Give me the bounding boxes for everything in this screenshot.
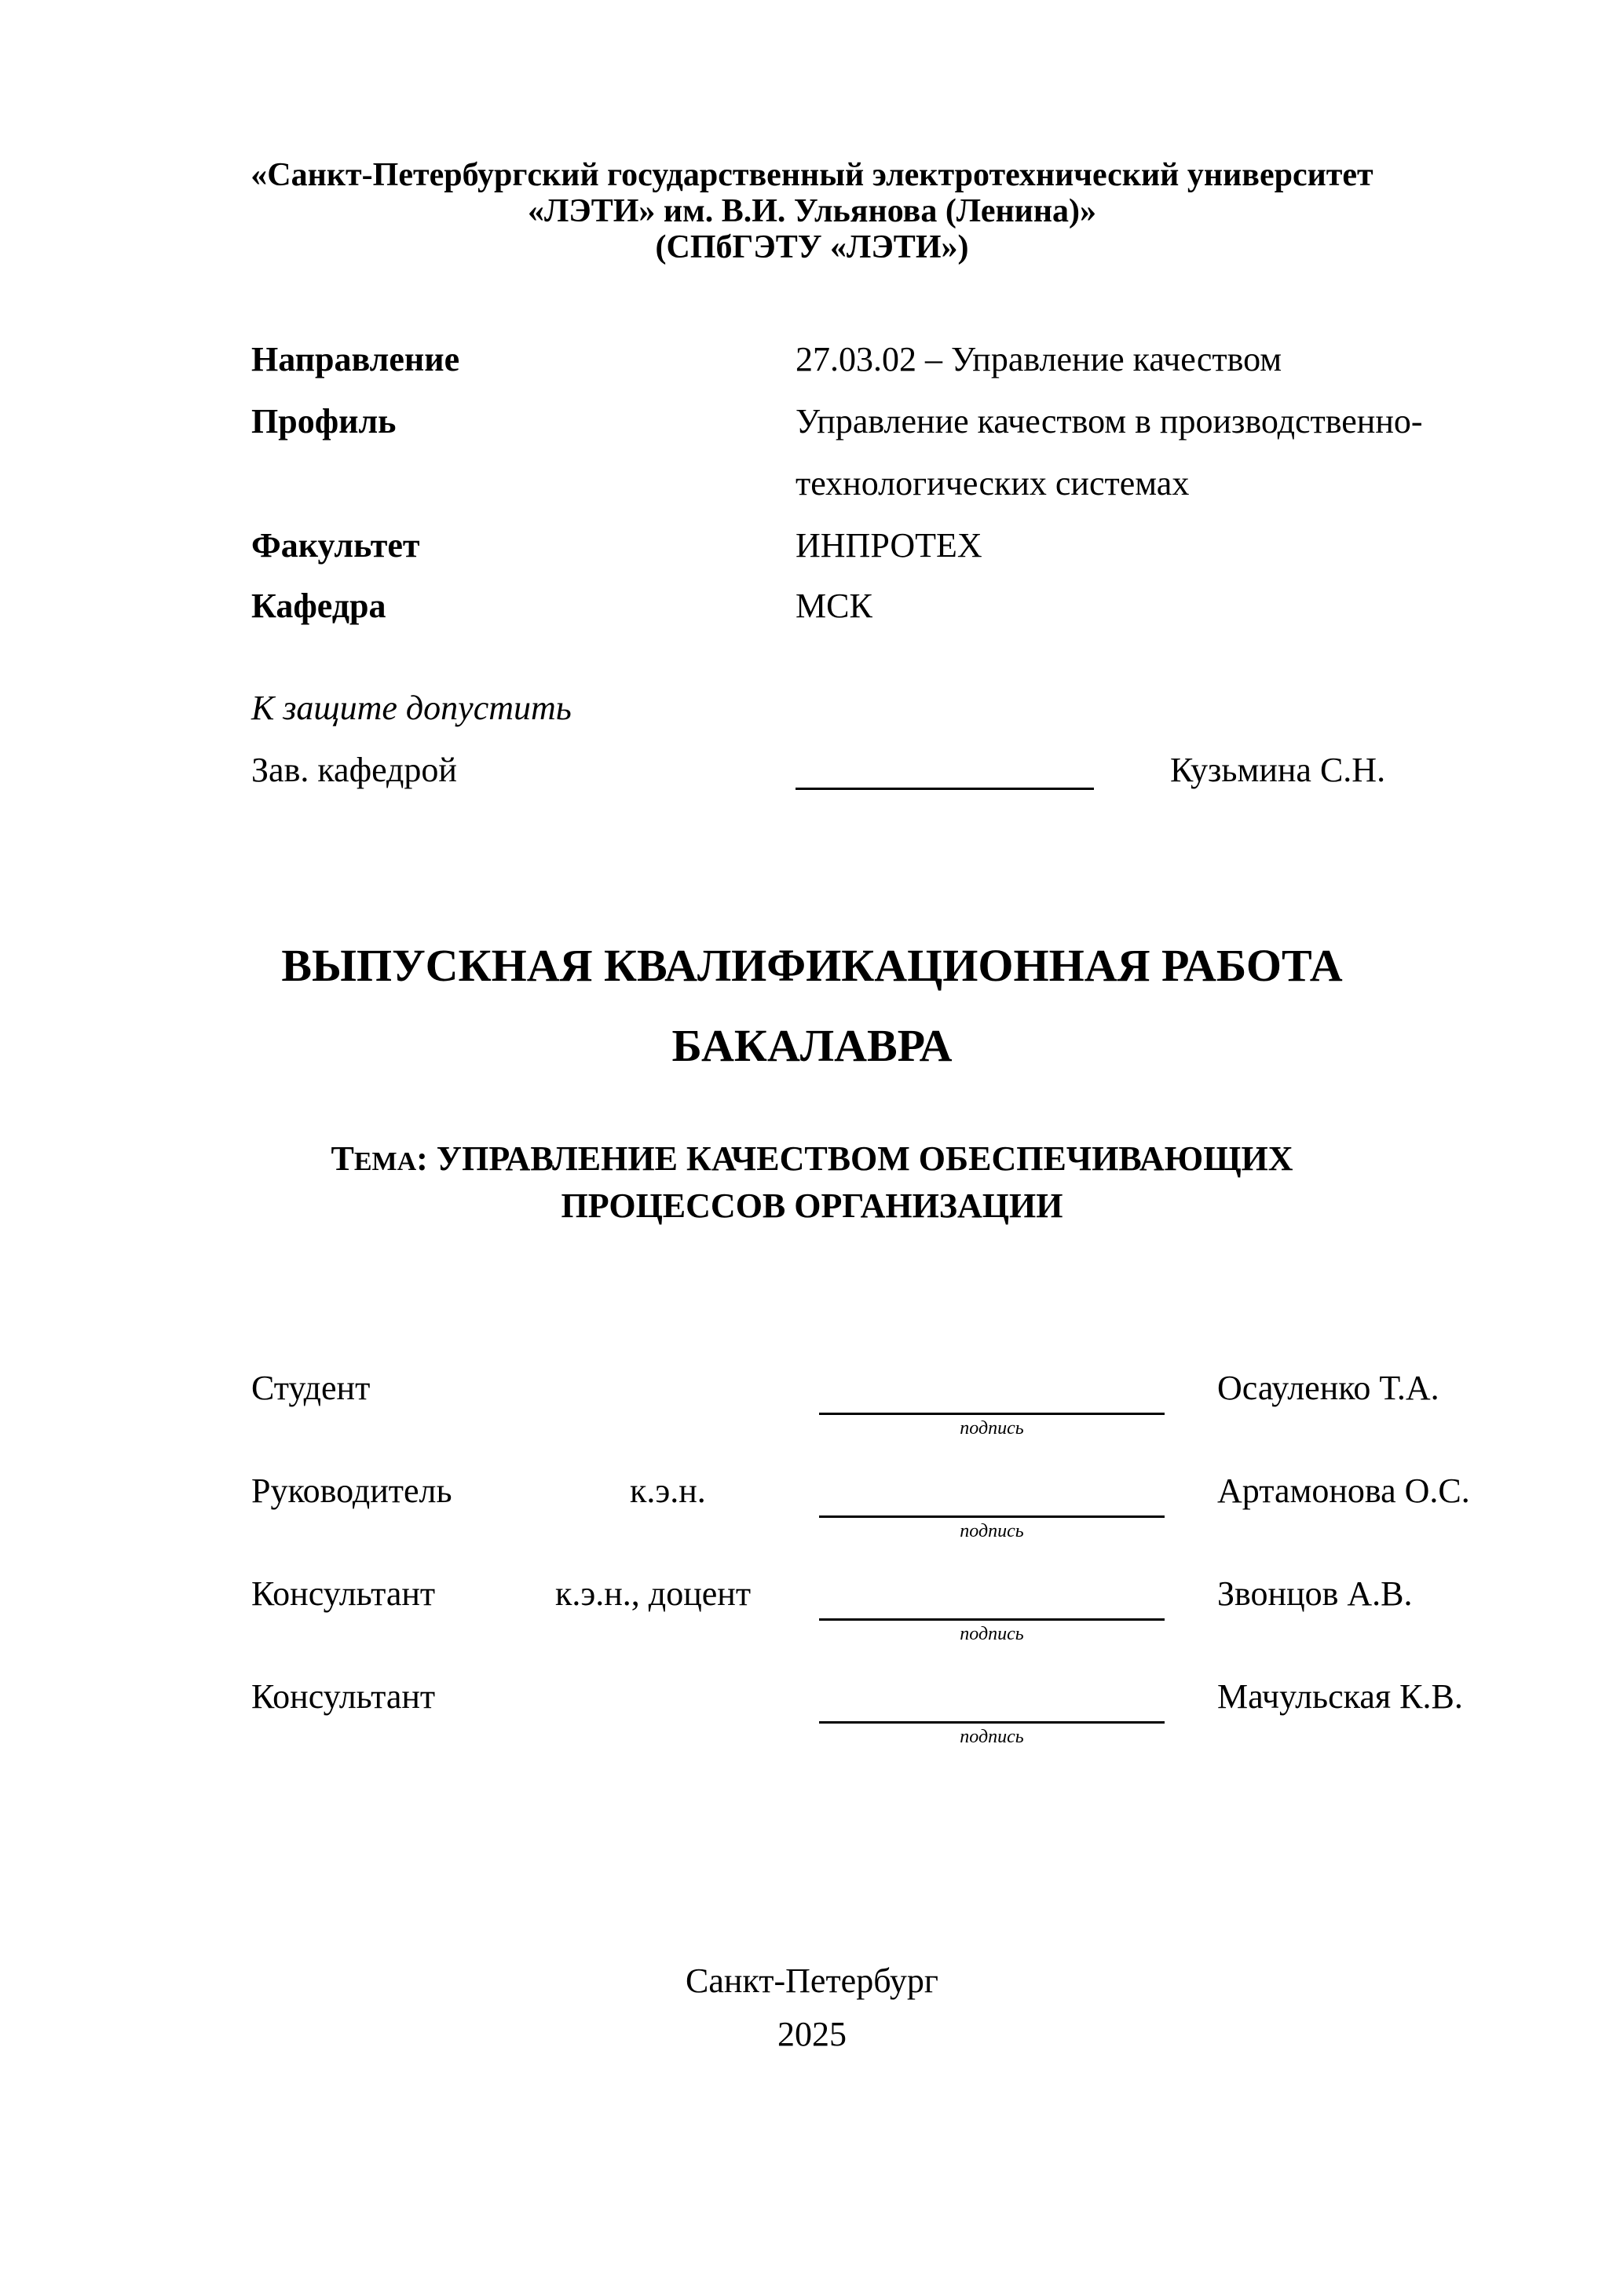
info-value-direction: 27.03.02 – Управление качеством (796, 340, 1282, 378)
topic-prefix-first: Т (331, 1139, 354, 1178)
topic-line1 (0, 1139, 1624, 1183)
topic-line2: ПРОЦЕССОВ ОРГАНИЗАЦИИ (561, 1186, 1063, 1225)
signature-name: Мачульская К.В. (1217, 1677, 1463, 1716)
signature-role: Консультант (251, 1574, 436, 1613)
university-name-line2: «ЛЭТИ» им. В.И. Ульянова (Ленина)» (527, 193, 1097, 229)
signature-caption: подпись (960, 1521, 1024, 1541)
signature-degree: к.э.н. (630, 1472, 706, 1510)
topic-prefix-rest: ЕМА (353, 1147, 417, 1176)
signature-name: Звонцов А.В. (1217, 1574, 1413, 1613)
info-label-department: Кафедра (251, 587, 386, 625)
signature-role: Студент (251, 1369, 371, 1407)
footer-city: Санкт-Петербург (686, 1961, 938, 2000)
approval-role: Зав. кафедрой (251, 751, 457, 789)
info-value-faculty: ИНПРОТЕХ (796, 526, 982, 565)
info-value-department: МСК (796, 587, 872, 625)
signature-line (819, 1413, 1165, 1415)
signature-line (819, 1515, 1165, 1518)
topic-text-line1: УПРАВЛЕНИЕ КАЧЕСТВОМ ОБЕСПЕЧИВАЮЩИХ (427, 1139, 1293, 1178)
signature-line (819, 1618, 1165, 1621)
document-title-line1: ВЫПУСКНАЯ КВАЛИФИКАЦИОННАЯ РАБОТА (281, 940, 1343, 991)
signature-name: Артамонова О.С. (1217, 1472, 1470, 1510)
signature-caption: подпись (960, 1624, 1024, 1644)
signature-degree: к.э.н., доцент (555, 1574, 752, 1613)
signature-caption: подпись (960, 1727, 1024, 1747)
approval-name: Кузьмина С.Н. (1170, 751, 1386, 789)
approval-signature-line (796, 788, 1094, 790)
info-label-faculty: Факультет (251, 526, 420, 565)
approval-caption: К защите допустить (251, 689, 572, 727)
info-label-profile: Профиль (251, 402, 397, 441)
university-name-line1: «Санкт-Петербургский государственный электротехнический университет (251, 157, 1373, 193)
info-label-direction: Направление (251, 340, 460, 378)
signature-role: Руководитель (251, 1472, 452, 1510)
footer-year: 2025 (777, 2015, 847, 2053)
signature-name: Осауленко Т.А. (1217, 1369, 1439, 1407)
university-abbreviation: (СПбГЭТУ «ЛЭТИ») (655, 229, 969, 265)
document-title-line2: БАКАЛАВРА (671, 1020, 953, 1071)
signature-role: Консультант (251, 1677, 436, 1716)
info-value-profile-cont: технологических системах (796, 464, 1190, 503)
signature-caption: подпись (960, 1418, 1024, 1439)
info-value-profile: Управление качеством в производственно- (796, 402, 1423, 441)
topic-colon: : (416, 1139, 428, 1178)
signature-line (819, 1721, 1165, 1724)
